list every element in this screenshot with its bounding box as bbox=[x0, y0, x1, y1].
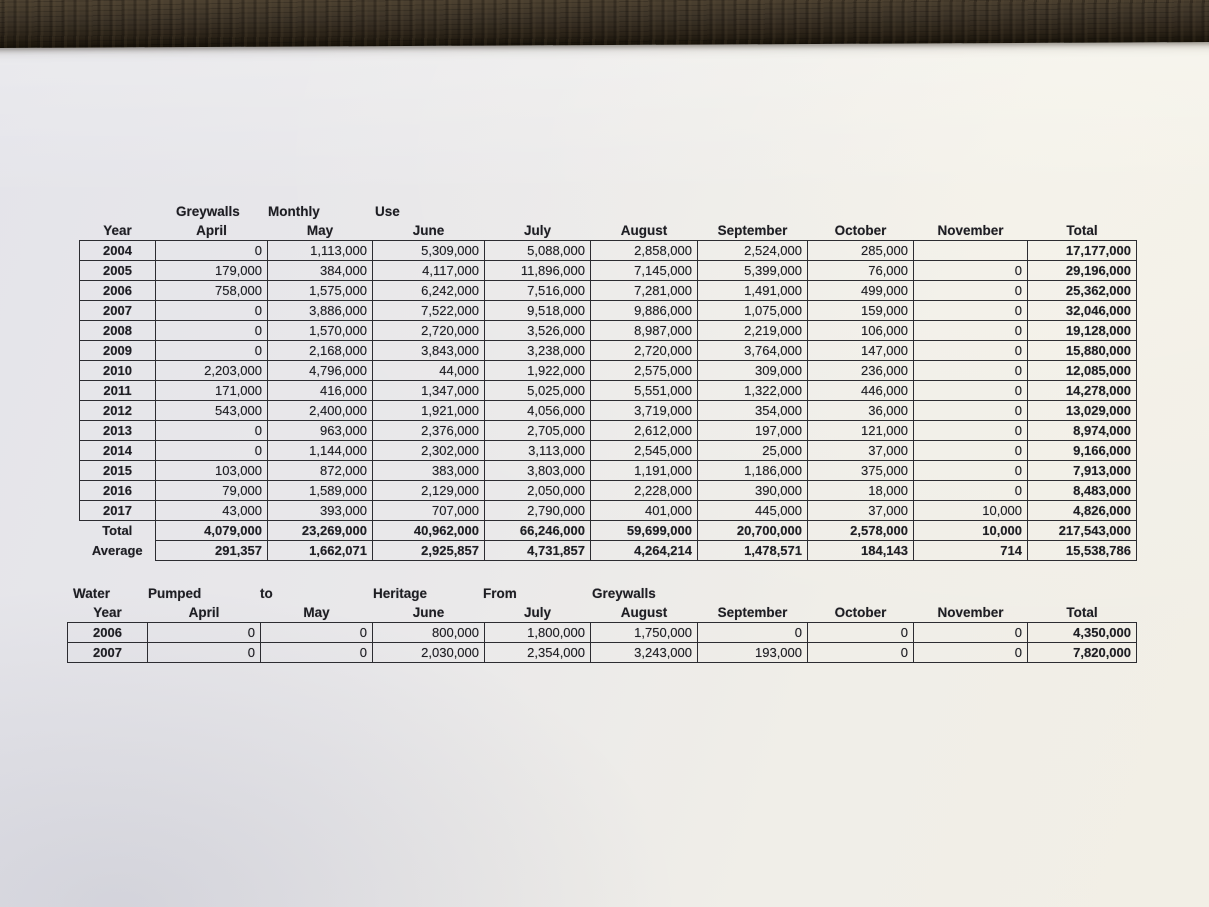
may-cell: 2,400,000 bbox=[268, 401, 373, 421]
total-cell: 32,046,000 bbox=[1028, 301, 1137, 321]
july-cell: 2,050,000 bbox=[485, 481, 591, 501]
column-header: May bbox=[306, 223, 334, 238]
april-cell: 2,203,000 bbox=[156, 361, 268, 381]
november-cell: 0 bbox=[914, 401, 1028, 421]
table-row bbox=[80, 341, 1137, 361]
table-row bbox=[80, 401, 1137, 421]
august-cell: 2,612,000 bbox=[591, 421, 698, 441]
october-cell: 121,000 bbox=[808, 421, 914, 441]
august-cell: 1,191,000 bbox=[591, 461, 698, 481]
june-cell: 7,522,000 bbox=[373, 301, 485, 321]
july-cell: 4,731,857 bbox=[485, 541, 591, 561]
november-cell: 0 bbox=[914, 623, 1028, 643]
april-cell: 758,000 bbox=[156, 281, 268, 301]
may-cell: 393,000 bbox=[268, 501, 373, 521]
table-row bbox=[80, 441, 1137, 461]
total-cell: 7,820,000 bbox=[1028, 643, 1137, 663]
table-row bbox=[80, 321, 1137, 341]
total-cell: 4,350,000 bbox=[1028, 623, 1137, 643]
july-cell: 3,113,000 bbox=[485, 441, 591, 461]
april-cell: 0 bbox=[148, 643, 261, 663]
year-cell: 2012 bbox=[80, 401, 156, 421]
table2-title-word: Pumped bbox=[148, 586, 202, 601]
summary-label-cell: Average bbox=[91, 543, 143, 558]
june-cell: 3,843,000 bbox=[373, 341, 485, 361]
july-cell: 5,025,000 bbox=[485, 381, 591, 401]
column-header: April bbox=[196, 223, 227, 238]
total-cell: 19,128,000 bbox=[1028, 321, 1137, 341]
column-header: June bbox=[412, 223, 445, 238]
october-cell: 0 bbox=[808, 623, 914, 643]
june-cell: 2,376,000 bbox=[373, 421, 485, 441]
april-cell: 179,000 bbox=[156, 261, 268, 281]
august-cell: 7,281,000 bbox=[591, 281, 698, 301]
april-cell: 0 bbox=[148, 623, 261, 643]
october-cell: 106,000 bbox=[808, 321, 914, 341]
summary-row bbox=[80, 541, 1137, 561]
june-cell: 4,117,000 bbox=[373, 261, 485, 281]
year-cell: 2007 bbox=[68, 643, 148, 663]
july-cell: 9,518,000 bbox=[485, 301, 591, 321]
april-cell: 543,000 bbox=[156, 401, 268, 421]
november-cell: 0 bbox=[914, 321, 1028, 341]
column-header: April bbox=[188, 605, 220, 620]
column-header: November bbox=[937, 605, 1004, 620]
november-cell: 0 bbox=[914, 281, 1028, 301]
june-cell: 5,309,000 bbox=[373, 241, 485, 261]
april-cell: 0 bbox=[156, 301, 268, 321]
total-cell: 15,880,000 bbox=[1028, 341, 1137, 361]
november-cell: 0 bbox=[914, 301, 1028, 321]
water-pumped-to-heritage-table bbox=[67, 604, 1137, 663]
total-cell: 8,974,000 bbox=[1028, 421, 1137, 441]
april-cell: 0 bbox=[156, 321, 268, 341]
wood-desk-surface bbox=[0, 0, 1209, 48]
october-cell: 159,000 bbox=[808, 301, 914, 321]
column-header: October bbox=[834, 223, 887, 238]
may-cell: 23,269,000 bbox=[268, 521, 373, 541]
july-cell: 2,705,000 bbox=[485, 421, 591, 441]
june-cell: 1,921,000 bbox=[373, 401, 485, 421]
table-row bbox=[80, 501, 1137, 521]
november-cell: 0 bbox=[914, 261, 1028, 281]
column-header: November bbox=[937, 223, 1004, 238]
september-cell: 20,700,000 bbox=[698, 521, 808, 541]
year-cell: 2008 bbox=[80, 321, 156, 341]
year-cell: 2004 bbox=[80, 241, 156, 261]
summary-label-cell: Total bbox=[102, 523, 133, 539]
april-cell: 4,079,000 bbox=[156, 521, 268, 541]
july-cell: 2,790,000 bbox=[485, 501, 591, 521]
november-cell bbox=[914, 241, 1028, 261]
november-cell: 0 bbox=[914, 643, 1028, 663]
october-cell: 76,000 bbox=[808, 261, 914, 281]
september-cell: 2,524,000 bbox=[698, 241, 808, 261]
july-cell: 4,056,000 bbox=[485, 401, 591, 421]
table2-title-word: From bbox=[483, 586, 517, 601]
table-row bbox=[80, 261, 1137, 281]
august-cell: 401,000 bbox=[591, 501, 698, 521]
october-cell: 36,000 bbox=[808, 401, 914, 421]
year-cell: 2015 bbox=[80, 461, 156, 481]
table2-title-word: to bbox=[260, 586, 273, 601]
total-cell: 8,483,000 bbox=[1028, 481, 1137, 501]
may-cell: 872,000 bbox=[268, 461, 373, 481]
june-cell: 2,129,000 bbox=[373, 481, 485, 501]
july-cell: 3,526,000 bbox=[485, 321, 591, 341]
column-header: August bbox=[620, 605, 668, 620]
column-header: September bbox=[717, 605, 788, 620]
total-cell: 15,538,786 bbox=[1028, 541, 1137, 561]
column-header: July bbox=[523, 605, 551, 620]
year-cell: 2010 bbox=[80, 361, 156, 381]
year-cell: 2006 bbox=[80, 281, 156, 301]
total-cell: 4,826,000 bbox=[1028, 501, 1137, 521]
september-cell: 197,000 bbox=[698, 421, 808, 441]
september-cell: 354,000 bbox=[698, 401, 808, 421]
august-cell: 8,987,000 bbox=[591, 321, 698, 341]
table-row bbox=[68, 643, 1137, 663]
table-row bbox=[80, 361, 1137, 381]
table2-column-header-row bbox=[68, 604, 1137, 623]
table-row bbox=[68, 623, 1137, 643]
october-cell: 147,000 bbox=[808, 341, 914, 361]
october-cell: 2,578,000 bbox=[808, 521, 914, 541]
july-cell: 1,800,000 bbox=[485, 623, 591, 643]
may-cell: 384,000 bbox=[268, 261, 373, 281]
october-cell: 37,000 bbox=[808, 441, 914, 461]
column-header: October bbox=[834, 605, 887, 620]
total-cell: 14,278,000 bbox=[1028, 381, 1137, 401]
table1-title-word: Monthly bbox=[268, 204, 320, 219]
august-cell: 5,551,000 bbox=[591, 381, 698, 401]
november-cell: 0 bbox=[914, 441, 1028, 461]
november-cell: 0 bbox=[914, 481, 1028, 501]
november-cell: 10,000 bbox=[914, 501, 1028, 521]
total-cell: 17,177,000 bbox=[1028, 241, 1137, 261]
may-cell: 963,000 bbox=[268, 421, 373, 441]
year-cell: 2006 bbox=[68, 623, 148, 643]
column-header: Total bbox=[1066, 223, 1098, 238]
may-cell: 0 bbox=[261, 643, 373, 663]
greywalls-monthly-use-table bbox=[79, 222, 1137, 561]
september-cell: 1,478,571 bbox=[698, 541, 808, 561]
july-cell: 7,516,000 bbox=[485, 281, 591, 301]
july-cell: 66,246,000 bbox=[485, 521, 591, 541]
june-cell: 2,302,000 bbox=[373, 441, 485, 461]
september-cell: 193,000 bbox=[698, 643, 808, 663]
november-cell: 0 bbox=[914, 341, 1028, 361]
june-cell: 383,000 bbox=[373, 461, 485, 481]
july-cell: 3,803,000 bbox=[485, 461, 591, 481]
april-cell: 43,000 bbox=[156, 501, 268, 521]
april-cell: 0 bbox=[156, 341, 268, 361]
november-cell: 0 bbox=[914, 421, 1028, 441]
june-cell: 1,347,000 bbox=[373, 381, 485, 401]
august-cell: 2,720,000 bbox=[591, 341, 698, 361]
table1-title-word: Use bbox=[375, 204, 400, 219]
april-cell: 0 bbox=[156, 241, 268, 261]
october-cell: 184,143 bbox=[808, 541, 914, 561]
may-cell: 1,662,071 bbox=[268, 541, 373, 561]
year-cell: 2011 bbox=[80, 381, 156, 401]
may-cell: 1,589,000 bbox=[268, 481, 373, 501]
june-cell: 40,962,000 bbox=[373, 521, 485, 541]
october-cell: 236,000 bbox=[808, 361, 914, 381]
total-cell: 29,196,000 bbox=[1028, 261, 1137, 281]
june-cell: 800,000 bbox=[373, 623, 485, 643]
summary-row bbox=[80, 521, 1137, 541]
november-cell: 10,000 bbox=[914, 521, 1028, 541]
april-cell: 0 bbox=[156, 441, 268, 461]
table-row bbox=[80, 461, 1137, 481]
column-header: Year bbox=[103, 223, 132, 238]
may-cell: 416,000 bbox=[268, 381, 373, 401]
table1-title-word: Greywalls bbox=[176, 204, 240, 219]
year-cell: 2016 bbox=[80, 481, 156, 501]
table-row bbox=[80, 281, 1137, 301]
june-cell: 2,925,857 bbox=[373, 541, 485, 561]
year-cell: 2014 bbox=[80, 441, 156, 461]
column-header: July bbox=[523, 223, 551, 238]
august-cell: 2,858,000 bbox=[591, 241, 698, 261]
june-cell: 2,720,000 bbox=[373, 321, 485, 341]
table2-title-word: Heritage bbox=[373, 586, 428, 601]
year-cell: 2017 bbox=[80, 501, 156, 521]
october-cell: 18,000 bbox=[808, 481, 914, 501]
column-header: September bbox=[717, 223, 788, 238]
table2-title-word: Greywalls bbox=[592, 586, 656, 601]
november-cell: 0 bbox=[914, 461, 1028, 481]
september-cell: 2,219,000 bbox=[698, 321, 808, 341]
table-row bbox=[80, 481, 1137, 501]
september-cell: 3,764,000 bbox=[698, 341, 808, 361]
column-header: Year bbox=[93, 605, 122, 620]
october-cell: 37,000 bbox=[808, 501, 914, 521]
september-cell: 1,322,000 bbox=[698, 381, 808, 401]
table2-title-word: Water bbox=[73, 586, 111, 601]
september-cell: 25,000 bbox=[698, 441, 808, 461]
may-cell: 1,570,000 bbox=[268, 321, 373, 341]
column-header: June bbox=[412, 605, 445, 620]
april-cell: 79,000 bbox=[156, 481, 268, 501]
september-cell: 1,186,000 bbox=[698, 461, 808, 481]
may-cell: 4,796,000 bbox=[268, 361, 373, 381]
april-cell: 103,000 bbox=[156, 461, 268, 481]
total-cell: 12,085,000 bbox=[1028, 361, 1137, 381]
october-cell: 0 bbox=[808, 643, 914, 663]
july-cell: 3,238,000 bbox=[485, 341, 591, 361]
november-cell: 714 bbox=[914, 541, 1028, 561]
october-cell: 446,000 bbox=[808, 381, 914, 401]
table-row bbox=[80, 301, 1137, 321]
august-cell: 2,575,000 bbox=[591, 361, 698, 381]
may-cell: 1,575,000 bbox=[268, 281, 373, 301]
september-cell: 1,491,000 bbox=[698, 281, 808, 301]
year-cell: 2013 bbox=[80, 421, 156, 441]
year-cell: 2007 bbox=[80, 301, 156, 321]
table-row bbox=[80, 381, 1137, 401]
table1-column-header-row bbox=[80, 222, 1137, 241]
august-cell: 7,145,000 bbox=[591, 261, 698, 281]
august-cell: 9,886,000 bbox=[591, 301, 698, 321]
year-cell: 2009 bbox=[80, 341, 156, 361]
table-row bbox=[80, 421, 1137, 441]
table-row bbox=[80, 241, 1137, 261]
total-cell: 7,913,000 bbox=[1028, 461, 1137, 481]
june-cell: 6,242,000 bbox=[373, 281, 485, 301]
june-cell: 2,030,000 bbox=[373, 643, 485, 663]
august-cell: 1,750,000 bbox=[591, 623, 698, 643]
april-cell: 171,000 bbox=[156, 381, 268, 401]
august-cell: 3,243,000 bbox=[591, 643, 698, 663]
july-cell: 5,088,000 bbox=[485, 241, 591, 261]
june-cell: 44,000 bbox=[373, 361, 485, 381]
april-cell: 291,357 bbox=[156, 541, 268, 561]
may-cell: 0 bbox=[261, 623, 373, 643]
september-cell: 309,000 bbox=[698, 361, 808, 381]
november-cell: 0 bbox=[914, 361, 1028, 381]
year-cell: 2005 bbox=[80, 261, 156, 281]
total-cell: 25,362,000 bbox=[1028, 281, 1137, 301]
column-header: Total bbox=[1066, 605, 1098, 620]
june-cell: 707,000 bbox=[373, 501, 485, 521]
august-cell: 3,719,000 bbox=[591, 401, 698, 421]
total-cell: 217,543,000 bbox=[1028, 521, 1137, 541]
total-cell: 9,166,000 bbox=[1028, 441, 1137, 461]
column-header: August bbox=[620, 223, 668, 238]
may-cell: 2,168,000 bbox=[268, 341, 373, 361]
october-cell: 375,000 bbox=[808, 461, 914, 481]
total-cell: 13,029,000 bbox=[1028, 401, 1137, 421]
september-cell: 0 bbox=[698, 623, 808, 643]
september-cell: 445,000 bbox=[698, 501, 808, 521]
april-cell: 0 bbox=[156, 421, 268, 441]
august-cell: 2,545,000 bbox=[591, 441, 698, 461]
july-cell: 11,896,000 bbox=[485, 261, 591, 281]
september-cell: 5,399,000 bbox=[698, 261, 808, 281]
august-cell: 4,264,214 bbox=[591, 541, 698, 561]
column-header: May bbox=[303, 605, 330, 620]
august-cell: 59,699,000 bbox=[591, 521, 698, 541]
november-cell: 0 bbox=[914, 381, 1028, 401]
july-cell: 1,922,000 bbox=[485, 361, 591, 381]
may-cell: 1,144,000 bbox=[268, 441, 373, 461]
september-cell: 1,075,000 bbox=[698, 301, 808, 321]
october-cell: 285,000 bbox=[808, 241, 914, 261]
september-cell: 390,000 bbox=[698, 481, 808, 501]
july-cell: 2,354,000 bbox=[485, 643, 591, 663]
may-cell: 3,886,000 bbox=[268, 301, 373, 321]
august-cell: 2,228,000 bbox=[591, 481, 698, 501]
may-cell: 1,113,000 bbox=[268, 241, 373, 261]
october-cell: 499,000 bbox=[808, 281, 914, 301]
